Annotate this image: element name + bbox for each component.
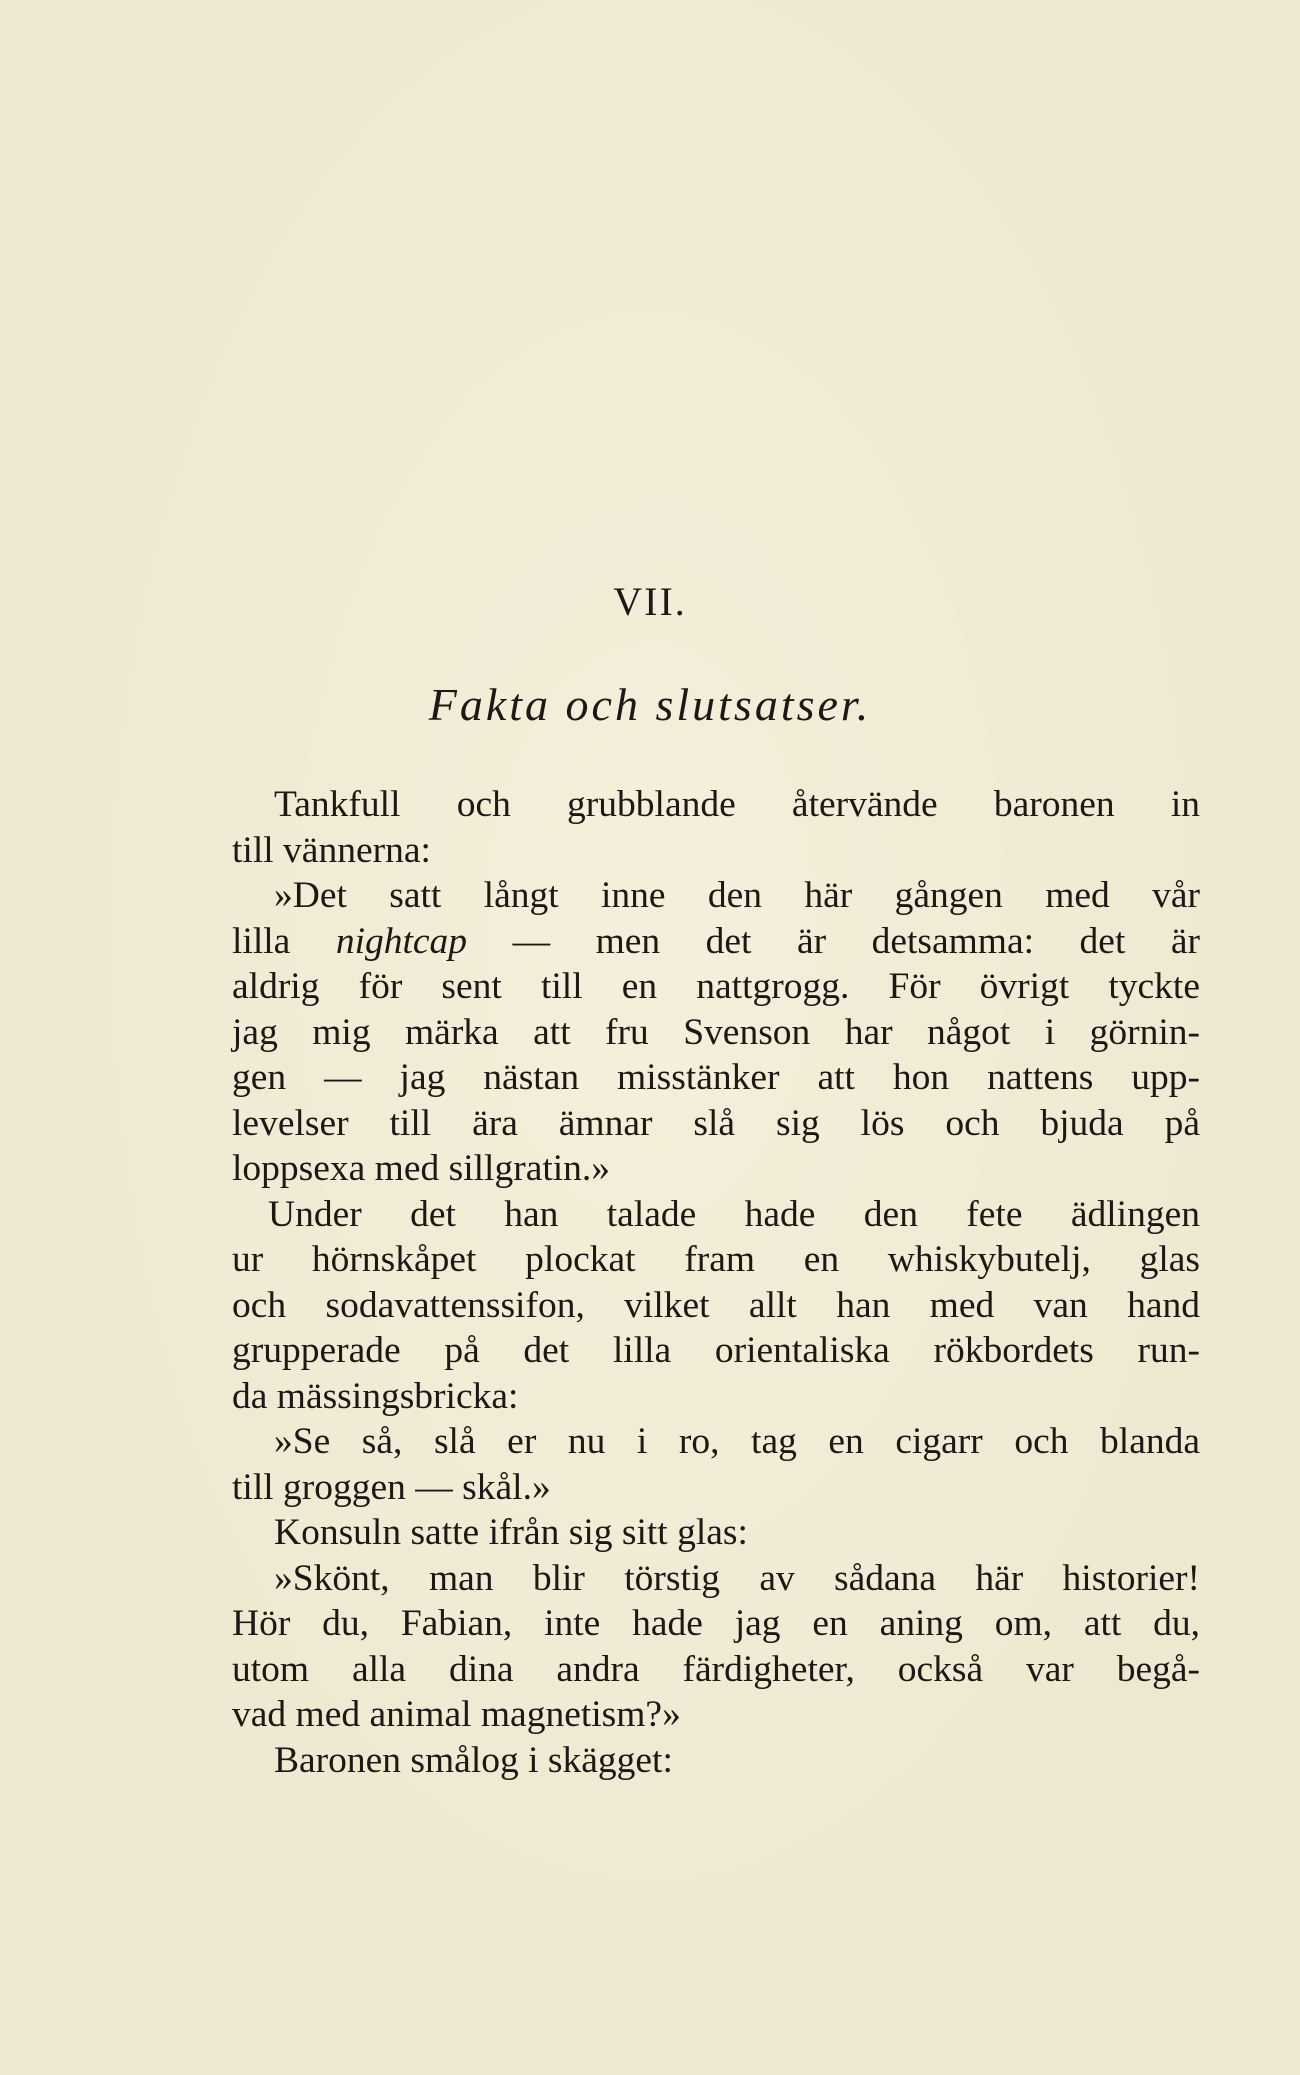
text-fragment: — men det är detsamma: det är xyxy=(467,920,1200,962)
text-line xyxy=(232,919,1200,965)
text-line: Konsuln satte ifrån sig sitt glas: xyxy=(274,1512,748,1553)
chapter-number: VII. xyxy=(613,579,687,624)
text-line: till groggen — skål.» xyxy=(232,1466,551,1508)
text-line: vad med animal magnetism?» xyxy=(232,1694,681,1735)
chapter-title: Fakta och slutsatser. xyxy=(428,679,872,730)
text-line: Under det han talade hade den fete ädlingen xyxy=(268,1193,1200,1235)
text-line: gen — jag nästan misstänker att hon nattens upp- xyxy=(232,1057,1200,1098)
text-line: loppsexa med sillgratin.» xyxy=(232,1148,611,1189)
text-line: »Se så, slå er nu i ro, tag en cigarr och blanda xyxy=(274,1421,1200,1462)
text-line: Baronen smålog i skägget: xyxy=(274,1739,673,1781)
text-line: Tankfull och grubblande återvände baronen in xyxy=(274,784,1200,825)
text-line: Hör du, Fabian, inte hade jag en aning om, att du, xyxy=(232,1603,1200,1644)
text-line: aldrig för sent till en nattgrogg. För övrigt tyckte xyxy=(232,966,1200,1007)
text-line: »Det satt långt inne den här gången med vår xyxy=(274,875,1200,916)
italic-word: nightcap xyxy=(335,920,468,962)
show-through-texture xyxy=(220,190,1200,620)
text-line: levelser till ära ämnar slå sig lös och bjuda på xyxy=(232,1102,1200,1144)
text-line: da mässingsbricka: xyxy=(232,1375,519,1417)
text-line: ur hörnskåpet plockat fram en whiskybutelj, glas xyxy=(232,1239,1200,1280)
text-line: »Skönt, man blir törstig av sådana här historier! xyxy=(274,1557,1200,1599)
text-line: utom alla dina andra färdigheter, också var begå- xyxy=(232,1648,1200,1690)
text-line: och sodavattenssifon, vilket allt han med van hand xyxy=(232,1284,1200,1326)
text-line: grupperade på det lilla orientaliska rökbordets run- xyxy=(232,1330,1200,1371)
text-line: till vännerna: xyxy=(232,829,431,871)
text-line: jag mig märka att fru Svenson har något i görnin- xyxy=(232,1011,1200,1053)
text-fragment: lilla xyxy=(232,920,336,962)
body-text xyxy=(232,782,1200,1783)
